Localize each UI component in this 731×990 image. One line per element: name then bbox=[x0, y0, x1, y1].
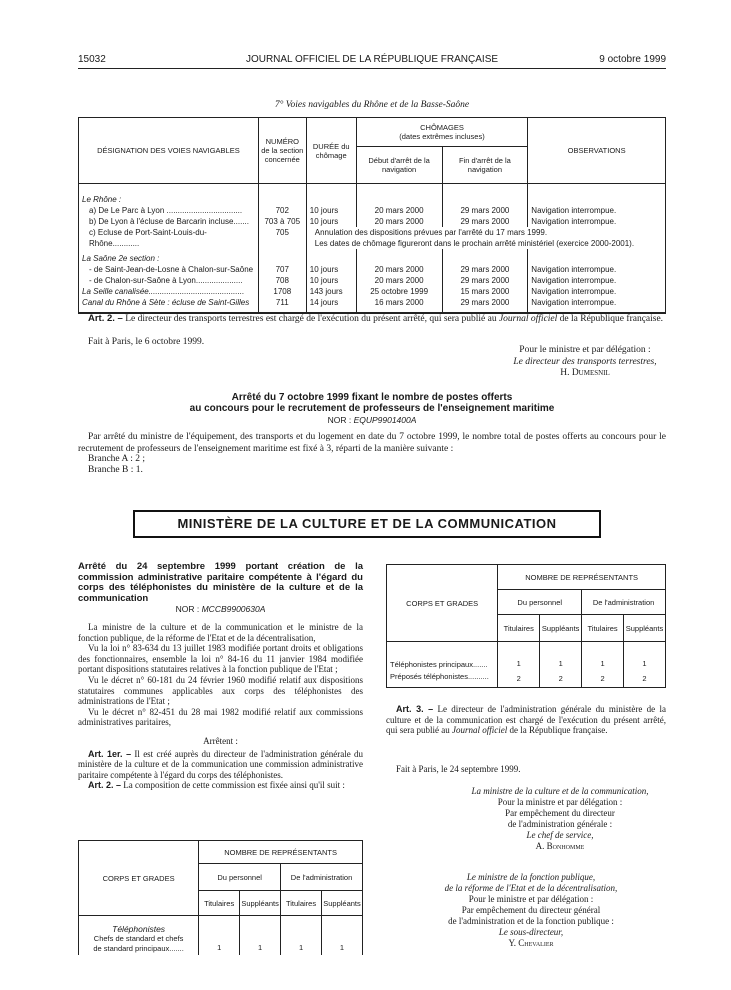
cell: c) Ecluse de Port-Saint-Louis-du-Rhône............ bbox=[79, 227, 259, 249]
col-du-personnel: Du personnel bbox=[199, 864, 281, 891]
table-row bbox=[79, 184, 666, 206]
cell: 20 mars 2000 bbox=[356, 264, 442, 275]
arrete-title bbox=[78, 392, 666, 414]
fait-line-culture: Fait à Paris, le 24 septembre 1999. bbox=[396, 764, 521, 774]
art1-paragraph bbox=[78, 749, 363, 781]
navigation-table bbox=[78, 117, 666, 314]
signature-line: Par empêchement du directeur bbox=[505, 808, 615, 818]
signature-block bbox=[450, 345, 720, 380]
fait-line: Fait à Paris, le 6 octobre 1999. bbox=[88, 337, 205, 347]
page-number: 15032 bbox=[78, 54, 106, 65]
cell: 1 bbox=[199, 916, 240, 956]
cell: Navigation interrompue. bbox=[528, 264, 666, 275]
nor-line-culture bbox=[78, 604, 363, 614]
cell: La Seille canalisée........................................... bbox=[79, 286, 259, 297]
col-suppleants: Suppléants bbox=[540, 615, 582, 642]
art-label: Art. 1er. – bbox=[88, 748, 132, 759]
visa-paragraph: Vu le décret n° 82-451 du 28 mai 1982 modifié relatif aux commissions administratives paritaires, bbox=[78, 706, 363, 728]
visas bbox=[78, 622, 363, 791]
cell: - de Chalon-sur-Saône à Lyon..................... bbox=[79, 275, 259, 286]
signature-line: de l'administration générale : bbox=[507, 819, 613, 829]
signature-line: Le chef de service, bbox=[526, 830, 594, 840]
col-suppleants: Suppléants bbox=[321, 891, 362, 916]
col-titulaires: Titulaires bbox=[199, 891, 240, 916]
art-text: Le directeur des transports terrestres est chargé de l'exécution du présent arrêté, qui sera publié au bbox=[125, 314, 497, 324]
signature-name: Y. Chevalier bbox=[508, 938, 554, 948]
art3-paragraph bbox=[386, 704, 666, 736]
cell: Navigation interrompue. bbox=[528, 286, 666, 297]
cell: Canal du Rhône à Sète : écluse de Saint-Gilles bbox=[79, 297, 259, 313]
col-fin: Fin d'arrêt de la navigation bbox=[442, 147, 528, 184]
nor-code: MCCB9900630A bbox=[201, 604, 266, 614]
table-row bbox=[79, 275, 666, 286]
col-nombre: NOMBRE DE REPRÉSENTANTS bbox=[199, 841, 363, 864]
title-line: au concours pour le recrutement de professeurs de l'enseignement maritime bbox=[189, 403, 555, 414]
art2-paragraph bbox=[78, 780, 363, 791]
cell: 703 à 705 bbox=[258, 216, 306, 227]
art-text: Il est créé auprès du directeur de l'administration générale du ministère de la culture et de la communication une commission administrative paritaire compétente à l'égard du corps des téléphonistes. bbox=[78, 748, 364, 780]
signature-line: de l'administration et de la fonction publique : bbox=[448, 916, 614, 926]
col-titulaires: Titulaires bbox=[582, 615, 624, 642]
cell: a) De Le Parc à Lyon .................................. bbox=[79, 205, 259, 216]
cell: 29 mars 2000 bbox=[442, 264, 528, 275]
branche-a: Branche A : 2 ; bbox=[88, 454, 145, 464]
table-row bbox=[387, 642, 666, 672]
cell: 1 bbox=[498, 642, 540, 672]
table-row bbox=[79, 916, 363, 956]
art-text: Le directeur de l'administration générale du ministère de la culture et de la communication est chargé de l'exécution du présent arrêté, qui sera publié au bbox=[386, 704, 666, 736]
col-nombre: NOMBRE DE REPRÉSENTANTS bbox=[498, 565, 666, 590]
cell: 1708 bbox=[258, 286, 306, 297]
signature-line: Pour la ministre et par délégation : bbox=[497, 797, 623, 807]
col-corps: CORPS ET GRADES bbox=[79, 841, 199, 916]
cell: 16 mars 2000 bbox=[356, 297, 442, 313]
table-caption: 7° Voies navigables du Rhône et de la Basse-Saône bbox=[274, 100, 470, 110]
cell: 2 bbox=[582, 671, 624, 688]
cell: 29 mars 2000 bbox=[442, 216, 528, 227]
cell: 1 bbox=[582, 642, 624, 672]
table-row bbox=[79, 227, 666, 249]
signature-line: Le directeur des transports terrestres, bbox=[513, 356, 657, 367]
row-label-line: de standard principaux....... bbox=[93, 944, 184, 953]
cell: 10 jours bbox=[306, 264, 356, 275]
cell: 1 bbox=[540, 642, 582, 672]
annulation-line: Annulation des dispositions prévues par l'arrêté du 17 mars 1999. bbox=[314, 228, 548, 237]
row-label bbox=[79, 916, 199, 956]
col-chomages bbox=[356, 118, 528, 147]
table-row bbox=[79, 286, 666, 297]
col-numero: NUMÉRO de la section concernée bbox=[258, 118, 306, 184]
signature-name: A. Bonhomme bbox=[535, 841, 585, 851]
col-designation: DÉSIGNATION DES VOIES NAVIGABLES bbox=[79, 118, 259, 184]
nor-code: EQUP9901400A bbox=[353, 415, 417, 425]
branche-b: Branche B : 1. bbox=[88, 465, 143, 475]
col-suppleants: Suppléants bbox=[623, 615, 665, 642]
art-label: Art. 3. – bbox=[396, 704, 434, 714]
table-row bbox=[79, 264, 666, 275]
signature-line: Pour le ministre et par délégation : bbox=[519, 345, 651, 355]
signature-line: La ministre de la culture et de la communication, bbox=[471, 786, 649, 796]
visa-paragraph: Vu la loi n° 83-634 du 13 juillet 1983 modifiée portant droits et obligations des fonctionnaires, ensemble la loi n° 84-16 du 11 janvier 1984 modifiée portant dispositions statutaires relatives à la fonction publique de l'Etat ; bbox=[78, 643, 363, 675]
cell: 1 bbox=[240, 916, 281, 956]
cell: Navigation interrompue. bbox=[528, 297, 666, 313]
page-date: 9 octobre 1999 bbox=[599, 54, 666, 65]
cell: b) De Lyon à l'écluse de Barcarin incluse....... bbox=[79, 216, 259, 227]
cell: Navigation interrompue. bbox=[528, 275, 666, 286]
table-row bbox=[79, 297, 666, 313]
nor-label: NOR : bbox=[175, 604, 200, 614]
cell: Le Rhône : bbox=[79, 184, 259, 206]
cell: Navigation interrompue. bbox=[528, 216, 666, 227]
row-label: Téléphonistes principaux....... bbox=[387, 642, 498, 672]
cell: 707 bbox=[258, 264, 306, 275]
cell: - de Saint-Jean-de-Losne à Chalon-sur-Saône bbox=[79, 264, 259, 275]
cell: 10 jours bbox=[306, 205, 356, 216]
table-row bbox=[387, 671, 666, 688]
journal-ref: Journal officiel bbox=[451, 725, 508, 736]
col-de-admin: De l'administration bbox=[281, 864, 363, 891]
row-label-line: Chefs de standard et chefs bbox=[93, 934, 184, 943]
chomages-title: CHÔMAGES bbox=[420, 123, 464, 132]
annulation-note bbox=[306, 227, 665, 249]
cell: 711 bbox=[258, 297, 306, 313]
cell: 2 bbox=[498, 671, 540, 688]
arretent: Arrêtent : bbox=[203, 735, 238, 746]
nor-label: NOR : bbox=[327, 415, 352, 425]
table-row bbox=[79, 249, 666, 264]
signature-line: Le ministre de la fonction publique, bbox=[466, 872, 596, 882]
ministry-banner: MINISTÈRE DE LA CULTURE ET DE LA COMMUNICATION bbox=[133, 510, 601, 538]
annulation-line: Les dates de chômage figureront dans le prochain arrêté ministériel (exercice 2000-2001). bbox=[314, 239, 635, 248]
cell: 1 bbox=[623, 642, 665, 672]
col-du-personnel: Du personnel bbox=[498, 590, 582, 615]
cell: 708 bbox=[258, 275, 306, 286]
group-label: Téléphonistes bbox=[112, 924, 166, 934]
cell: 1 bbox=[281, 916, 322, 956]
visa-paragraph: Vu le décret n° 60-181 du 24 février 1960 modifié relatif aux dispositions statutaires communes applicables aux corps des téléphonistes des administrations de l'Etat ; bbox=[78, 674, 363, 707]
art-text-end: de la République française. bbox=[559, 314, 664, 324]
art-text: La composition de cette commission est fixée ainsi qu'il suit : bbox=[123, 780, 345, 791]
table-row bbox=[79, 216, 666, 227]
representatives-table-right bbox=[386, 564, 666, 688]
col-titulaires: Titulaires bbox=[498, 615, 540, 642]
cell: 10 jours bbox=[306, 275, 356, 286]
cell: 10 jours bbox=[306, 216, 356, 227]
cell: 705 bbox=[258, 227, 306, 249]
art-label: Art. 2. – bbox=[88, 313, 123, 324]
signature-line: Le sous-directeur, bbox=[498, 927, 564, 937]
cell: 143 jours bbox=[306, 286, 356, 297]
title-line: Arrêté du 7 octobre 1999 fixant le nombre de postes offerts bbox=[231, 392, 513, 403]
col-suppleants: Suppléants bbox=[240, 891, 281, 916]
cell: 29 mars 2000 bbox=[442, 275, 528, 286]
visa-paragraph: La ministre de la culture et de la communication et le ministre de la fonction publique, de la réforme de l'Etat et de la décentralisation, bbox=[78, 622, 363, 643]
signature-block-fonction-publique bbox=[396, 872, 666, 949]
col-observations: OBSERVATIONS bbox=[528, 118, 666, 184]
nor-line bbox=[78, 415, 666, 425]
art2-paragraph bbox=[78, 313, 666, 326]
cell: 29 mars 2000 bbox=[442, 205, 528, 216]
signature-line: Par empêchement du directeur général bbox=[461, 905, 601, 915]
art-text-end: de la République française. bbox=[509, 725, 608, 736]
cell: 2 bbox=[540, 671, 582, 688]
cell: 20 mars 2000 bbox=[356, 216, 442, 227]
signature-name: H. Dumesnil bbox=[560, 368, 610, 378]
art-label: Art. 2. – bbox=[88, 780, 122, 791]
col-duree: DURÉE du chômage bbox=[306, 118, 356, 184]
journal-title: JOURNAL OFFICIEL DE LA RÉPUBLIQUE FRANÇAISE bbox=[245, 54, 499, 65]
arrete-culture-title: Arrêté du 24 septembre 1999 portant création de la commission administrative paritaire compétente à l'égard du corps des téléphonistes du ministère de la culture et de la communication bbox=[78, 561, 363, 604]
cell: 1 bbox=[321, 916, 362, 956]
cell: La Saône 2e section : bbox=[79, 249, 259, 264]
col-debut: Début d'arrêt de la navigation bbox=[356, 147, 442, 184]
arrete-body: Par arrêté du ministre de l'équipement, des transports et du logement en date du 7 octobre 1999, le nombre total de postes offerts au concours pour le recrutement de professeurs de l'enseignement maritime est fixé à 3, réparti de la manière suivante : bbox=[78, 432, 666, 454]
cell: 29 mars 2000 bbox=[442, 297, 528, 313]
col-corps: CORPS ET GRADES bbox=[387, 565, 498, 642]
header-rule bbox=[78, 68, 666, 69]
cell: 15 mars 2000 bbox=[442, 286, 528, 297]
cell: 14 jours bbox=[306, 297, 356, 313]
table-row bbox=[79, 205, 666, 216]
cell: 25 octobre 1999 bbox=[356, 286, 442, 297]
signature-line: Pour le ministre et par délégation : bbox=[468, 894, 594, 904]
row-label: Préposés téléphonistes.......... bbox=[387, 671, 498, 688]
signature-line: de la réforme de l'Etat et de la décentralisation, bbox=[444, 883, 618, 893]
chomages-sub: (dates extrêmes incluses) bbox=[399, 132, 485, 141]
journal-ref: Journal officiel bbox=[498, 314, 558, 324]
col-de-admin: De l'administration bbox=[582, 590, 666, 615]
representatives-table-left bbox=[78, 840, 363, 955]
cell: 702 bbox=[258, 205, 306, 216]
cell: 20 mars 2000 bbox=[356, 275, 442, 286]
cell: 2 bbox=[623, 671, 665, 688]
cell: 20 mars 2000 bbox=[356, 205, 442, 216]
col-titulaires: Titulaires bbox=[281, 891, 322, 916]
cell: Navigation interrompue. bbox=[528, 205, 666, 216]
signature-block-culture bbox=[430, 786, 690, 852]
